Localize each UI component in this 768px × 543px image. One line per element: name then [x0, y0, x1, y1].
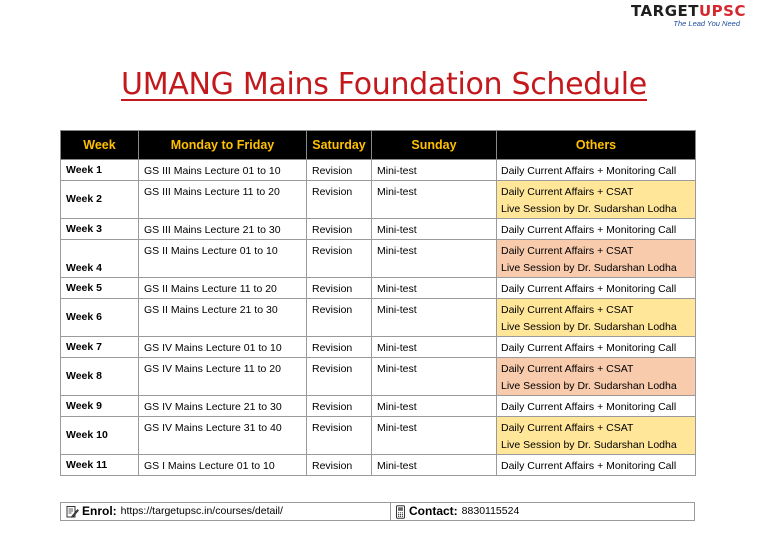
week-cell: Week 7	[61, 337, 139, 358]
sunday-cell: Mini-test	[372, 299, 497, 337]
others-line: Live Session by Dr. Sudarshan Lodha	[501, 203, 677, 215]
week-cell: Week 3	[61, 219, 139, 240]
week-cell: Week 1	[61, 160, 139, 181]
others-line: Daily Current Affairs + Monitoring Call	[501, 342, 677, 354]
week-cell: Week 9	[61, 396, 139, 417]
others-line: Live Session by Dr. Sudarshan Lodha	[501, 321, 677, 333]
footer-bar	[60, 502, 695, 521]
others-line: Daily Current Affairs + Monitoring Call	[501, 224, 677, 236]
others-cell	[497, 181, 696, 219]
sunday-cell: Mini-test	[372, 358, 497, 396]
sunday-cell: Mini-test	[372, 396, 497, 417]
week-cell: Week 6	[61, 299, 139, 337]
edit-document-icon	[66, 505, 79, 518]
others-cell	[497, 160, 696, 181]
week-cell: Week 11	[61, 455, 139, 476]
schedule-table	[60, 130, 696, 476]
sunday-cell: Mini-test	[372, 219, 497, 240]
table-row	[61, 299, 696, 337]
table-row	[61, 417, 696, 455]
week-cell: Week 2	[61, 181, 139, 219]
sunday-cell: Mini-test	[372, 278, 497, 299]
saturday-cell: Revision	[307, 337, 372, 358]
lecture-cell: GS IV Mains Lecture 01 to 10	[139, 337, 307, 358]
sunday-cell: Mini-test	[372, 160, 497, 181]
table-row	[61, 337, 696, 358]
table-row	[61, 278, 696, 299]
sunday-cell: Mini-test	[372, 455, 497, 476]
others-cell	[497, 358, 696, 396]
brand-part1: TARGET	[630, 2, 699, 20]
lecture-cell: GS III Mains Lecture 21 to 30	[139, 219, 307, 240]
table-row	[61, 396, 696, 417]
table-header-row	[61, 131, 696, 160]
enrol-link[interactable]: https://targetupsc.in/courses/detail/	[120, 505, 283, 517]
enrol-label: Enrol:	[82, 504, 117, 518]
week-cell: Week 5	[61, 278, 139, 299]
saturday-cell: Revision	[307, 455, 372, 476]
others-line: Daily Current Affairs + Monitoring Call	[501, 283, 677, 295]
table-row	[61, 358, 696, 396]
saturday-cell: Revision	[307, 396, 372, 417]
page-title: UMANG Mains Foundation Schedule	[121, 67, 647, 102]
header-saturday: Saturday	[307, 131, 372, 160]
others-line: Daily Current Affairs + CSAT	[501, 186, 634, 198]
others-cell	[497, 240, 696, 278]
week-cell: Week 4	[61, 240, 139, 278]
footer-contact	[391, 503, 519, 520]
phone-icon	[395, 505, 406, 519]
brand-wordmark	[631, 2, 746, 20]
lecture-cell: GS III Mains Lecture 11 to 20	[139, 181, 307, 219]
others-line: Daily Current Affairs + Monitoring Call	[501, 401, 677, 413]
sunday-cell: Mini-test	[372, 240, 497, 278]
header-sunday: Sunday	[372, 131, 497, 160]
contact-number[interactable]: 8830115524	[461, 505, 520, 517]
saturday-cell: Revision	[307, 358, 372, 396]
lecture-cell: GS IV Mains Lecture 21 to 30	[139, 396, 307, 417]
others-cell	[497, 455, 696, 476]
lecture-cell: GS IV Mains Lecture 31 to 40	[139, 417, 307, 455]
saturday-cell: Revision	[307, 240, 372, 278]
saturday-cell: Revision	[307, 160, 372, 181]
others-cell	[497, 278, 696, 299]
table-row	[61, 219, 696, 240]
others-line: Daily Current Affairs + Monitoring Call	[501, 460, 677, 472]
others-line: Daily Current Affairs + CSAT	[501, 245, 634, 257]
others-cell	[497, 337, 696, 358]
lecture-cell: GS II Mains Lecture 11 to 20	[139, 278, 307, 299]
contact-label: Contact:	[409, 504, 458, 518]
others-line: Live Session by Dr. Sudarshan Lodha	[501, 439, 677, 451]
others-line: Daily Current Affairs + Monitoring Call	[501, 165, 677, 177]
brand-logo	[631, 2, 746, 28]
brand-part2: UPSC	[699, 2, 746, 20]
saturday-cell: Revision	[307, 181, 372, 219]
lecture-cell: GS IV Mains Lecture 11 to 20	[139, 358, 307, 396]
others-line: Daily Current Affairs + CSAT	[501, 422, 634, 434]
saturday-cell: Revision	[307, 278, 372, 299]
others-line: Live Session by Dr. Sudarshan Lodha	[501, 262, 677, 274]
header-monday-to-friday: Monday to Friday	[139, 131, 307, 160]
others-line: Live Session by Dr. Sudarshan Lodha	[501, 380, 677, 392]
footer-enrol	[61, 503, 391, 520]
table-row	[61, 181, 696, 219]
brand-tagline: The Lead You Need	[673, 19, 740, 28]
sunday-cell: Mini-test	[372, 337, 497, 358]
others-cell	[497, 219, 696, 240]
saturday-cell: Revision	[307, 299, 372, 337]
lecture-cell: GS I Mains Lecture 01 to 10	[139, 455, 307, 476]
saturday-cell: Revision	[307, 417, 372, 455]
lecture-cell: GS II Mains Lecture 21 to 30	[139, 299, 307, 337]
others-cell	[497, 417, 696, 455]
others-cell	[497, 396, 696, 417]
table-row	[61, 240, 696, 278]
header-others: Others	[497, 131, 696, 160]
others-cell	[497, 299, 696, 337]
header-week: Week	[61, 131, 139, 160]
others-line: Daily Current Affairs + CSAT	[501, 304, 634, 316]
table-row	[61, 160, 696, 181]
sunday-cell: Mini-test	[372, 417, 497, 455]
others-line: Daily Current Affairs + CSAT	[501, 363, 634, 375]
saturday-cell: Revision	[307, 219, 372, 240]
sunday-cell: Mini-test	[372, 181, 497, 219]
lecture-cell: GS III Mains Lecture 01 to 10	[139, 160, 307, 181]
week-cell: Week 8	[61, 358, 139, 396]
table-row	[61, 455, 696, 476]
week-cell: Week 10	[61, 417, 139, 455]
lecture-cell: GS II Mains Lecture 01 to 10	[139, 240, 307, 278]
